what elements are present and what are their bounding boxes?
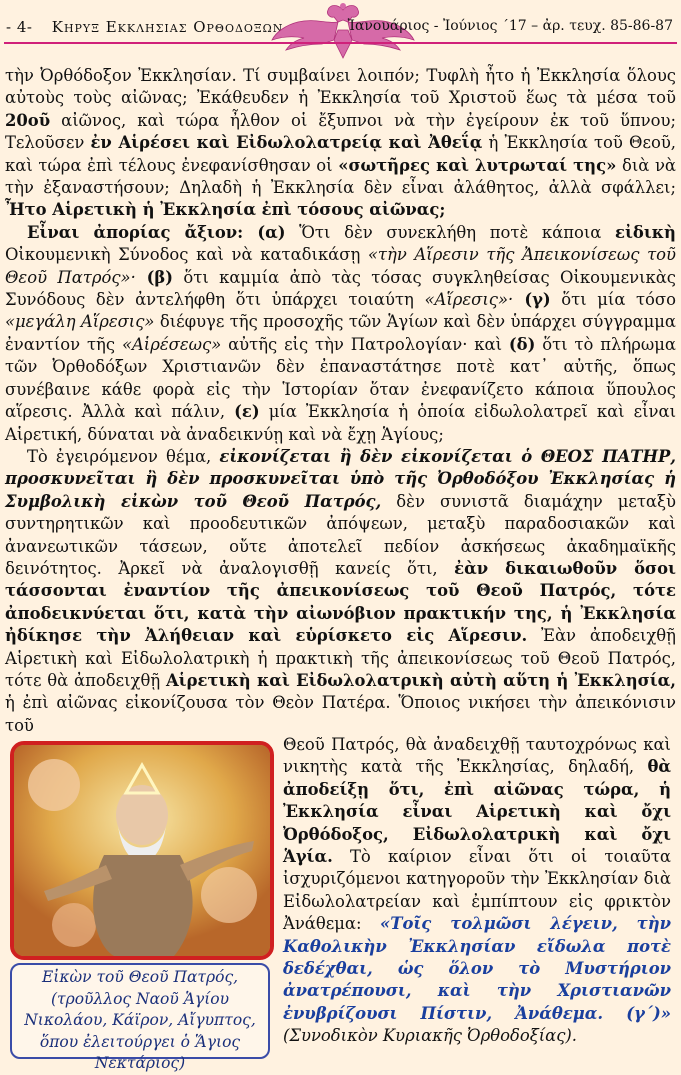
figure-caption: Εἰκὼν τοῦ Θεοῦ Πατρός, (τροῦλλος Ναοῦ Ἁγίου Νικολάου, Κάϊρον, Αἴγυπτος, ὅπου ἐλειτούργει ὁ Ἅγιος Νεκτάριος) [10, 963, 270, 1059]
magazine-title: Κηρυξ Εκκλησιας Ορθοδοξων [51, 18, 284, 36]
issue-info: Ἰανουάριος - Ἰούνιος ΄17 – ἀρ. τευχ. 85-86-87 [347, 18, 673, 34]
main-text [5, 65, 676, 737]
page-number: - 4- [6, 18, 33, 36]
paragraph-3: Τὸ ἐγειρόμενον θέμα, εἰκονίζεται ἢ δὲν εἰκονίζεται ὁ ΘΕΟΣ ΠΑΤΗΡ, προσκυνεῖται ἢ δὲν προσκυνεῖται ὑπὸ τῆς Ὀρθοδόξου Ἐκκλησίας ἡ Συμβολικὴ εἰκὼν τοῦ Θεοῦ Πατρός, δὲν συνιστᾶ διαμάχην μεταξὺ συντηρητικῶν καὶ προοδευτικῶν ἀπόψεων, μεταξὺ παραδοσιακῶν καὶ ἀνανεωτικῶν τάσεων, οὔτε ἀποτελεῖ πεδίον ἀσκήσεως ἀκαδημαϊκῆς δεινότητος. Ἀρκεῖ νὰ ἀναλογισθῇ κανείς ὅτι, ἐὰν δικαιωθοῦν ὅσοι τάσσονται ἐναντίον τῆς ἀπεικονίσεως τοῦ Θεοῦ Πατρός, τότε ἀποδεικνύεται ὅτι, κατὰ τὴν αἰωνόβιον πρακτικήν της, ἡ Ἐκκλησία ἠδίκησε τὴν Ἀλήθειαν καὶ εὑρίσκετο εἰς Αἵρεσιν. Ἐὰν ἀποδειχθῇ Αἱρετικὴ καὶ Εἰδωλολατρικὴ ἡ πρακτικὴ τῆς ἀπεικονίσεως τοῦ Θεοῦ Πατρός, τότε θὰ ἀποδειχθῇ Αἱρετικὴ καὶ Εἰδωλολατρικὴ αὐτὴ αὕτη ἡ Ἐκκλησία, ἡ ἐπὶ αἰῶνας εἰκονίζουσα τὸν Θεὸν Πατέρα. Ὅποιος νικήσει τὴν ἀπεικόνισιν τοῦ [5, 446, 676, 735]
fresco-illustration [14, 745, 270, 956]
icon-of-god-the-father-image [10, 741, 274, 960]
right-column-text [283, 734, 671, 1048]
header-left [6, 18, 283, 36]
paragraph-2: Εἶναι ἀπορίας ἄξιον: (α) Ὅτι δὲν συνεκλήθη ποτὲ κάποια εἰδικὴ Οἰκουμενικὴ Σύνοδος καὶ νὰ καταδικάσῃ «τὴν Αἵρεσιν τῆς Ἀπεικονίσεως τοῦ Θεοῦ Πατρός»· (β) ὅτι καμμία ἀπὸ τὰς τόσας συγκληθείσας Οἰκουμενικὰς Συνόδους δὲν ἀντελήφθη ὅτι ὑπάρχει τοιαύτη «Αἵρεσις»· (γ) ὅτι μία τόσο «μεγάλη Αἵρεσις» διέφυγε τῆς προσοχῆς τῶν Ἁγίων καὶ δὲν ὑπάρχει σύγγραμμα ἐναντίον τῆς «Αἱρέσεως» αὐτῆς εἰς τὴν Πατρολογίαν· καὶ (δ) ὅτι τὸ πλήρωμα τῶν Ὀρθοδόξων Χριστιανῶν δὲν ἐπαναστάτησε ποτὲ κατ᾽ αὐτῆς, ὅπως συνέβαινε κάθε φορὰ εἰς τὴν Ἱστορίαν ὅταν ἐνεφανίζετο κάποια ὕπουλος αἵρεσις. Ἀλλὰ καὶ πάλιν, (ε) μία Ἐκκλησία ἡ ὁποία εἰδωλολατρεῖ καὶ εἶναι Αἱρετική, δύναται νὰ ἀναδεικνύῃ καὶ νὰ ἔχῃ Ἁγίους; [5, 222, 677, 444]
paragraph-1: τὴν Ὀρθόδοξον Ἐκκλησίαν. Τί συμβαίνει λοιπόν; Τυφλὴ ἦτο ἡ Ἐκκλησία ὅλους αὐτοὺς τοὺς αἰῶνας; Ἐκάθευδεν ἡ Ἐκκλησία τοῦ Χριστοῦ ἕως τὰ μέσα τοῦ 20οῦ αἰῶνος, καὶ τώρα ἦλθον οἱ ἔξυπνοι νὰ τὴν ἐγείρουν ἐκ τοῦ ὕπνου; Τελοῦσεν ἐν Αἱρέσει καὶ Εἰδωλολατρείᾳ καὶ Ἀθεΐᾳ ἡ Ἐκκλησία τοῦ Θεοῦ, καὶ τώρα ἐπὶ τέλους ἐνεφανίσθησαν οἱ «σωτῆρες καὶ λυτρωταί της» διὰ νὰ τὴν ἐξαναστήσουν; Δηλαδὴ ἡ Ἐκκλησία δὲν εἶναι ἀλάθητος, ἀλλὰ σφάλλει; Ἦτο Αἱρετικὴ ἡ Ἐκκλησία ἐπὶ τόσους αἰῶνας; [5, 66, 676, 220]
header-rule [4, 42, 677, 44]
page-header [0, 0, 681, 62]
paragraph-3-continued: Θεοῦ Πατρός, θὰ ἀναδειχθῇ ταυτοχρόνως καὶ νικητὴς κατὰ τῆς Ἐκκλησίας, δηλαδή, θὰ ἀποδείξῃ ὅτι, ἐπὶ αἰῶνας τώρα, ἡ Ἐκκλησία εἶναι Αἱρετικὴ καὶ ὄχι Ὀρθόδοξος, Εἰδωλολατρικὴ καὶ ὄχι Ἁγία. Τὸ καίριον εἶναι ὅτι οἱ τοιαῦτα ἰσχυριζόμενοι κατηγοροῦν τὴν Ἐκκλησίαν διὰ Εἰδωλολατρείαν καὶ ἐμπίπτουν εἰς φρικτὸν Ἀνάθεμα: «Τοῖς τολμῶσι λέγειν, τὴν Καθολικὴν Ἐκκλησίαν εἴδωλα ποτὲ δεδέχθαι, ὡς ὅλον τὸ Μυστήριον ἀνατρέπουσι, καὶ τὴν Χριστιανῶν ἐνυβρίζουσι Πίστιν, Ἀνάθεμα. (γ΄)» (Συνοδικὸν Κυριακῆς Ὀρθοδοξίας). [283, 735, 671, 1046]
anathema-quote: «Τοῖς τολμῶσι λέγειν, τὴν Καθολικὴν Ἐκκλησίαν εἴδωλα ποτὲ δεδέχθαι, ὡς ὅλον τὸ Μυστήριον ἀνατρέπουσι, καὶ τὴν Χριστιανῶν ἐνυβρίζουσι Πίστιν, Ἀνάθεμα. (γ΄)» [283, 914, 671, 1023]
